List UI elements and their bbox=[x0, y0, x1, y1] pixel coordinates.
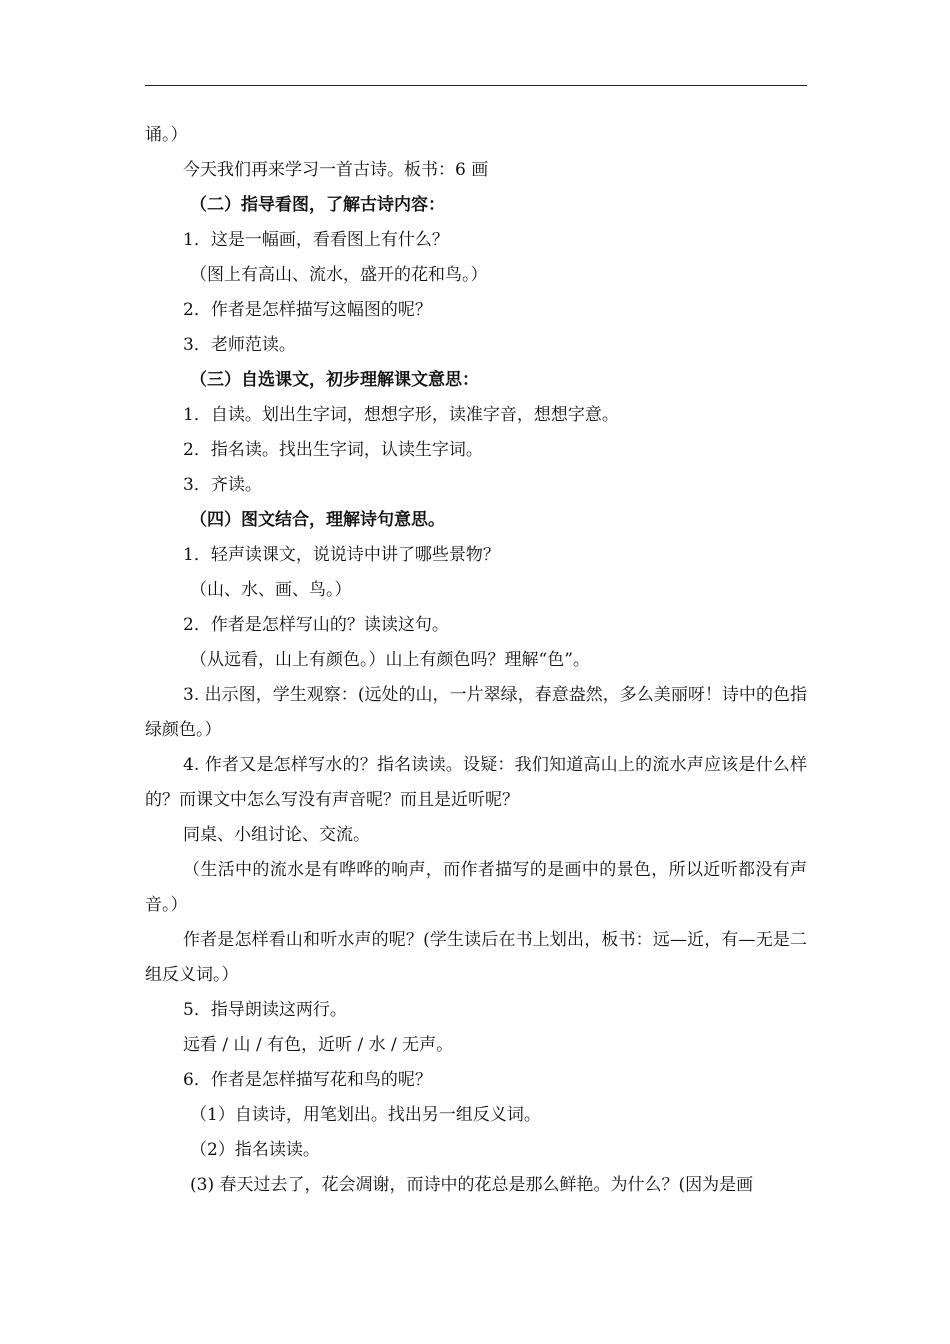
line-23: 远看 / 山 / 有色，近听 / 水 / 无声。 bbox=[183, 1035, 454, 1055]
paragraph-20: （生活中的流水是有哗哗的响声，而作者描写的是画中的景色，所以近听都没有声音。） bbox=[145, 860, 807, 915]
line-6: 2．作者是怎样描写这幅图的呢？ bbox=[183, 300, 432, 320]
line-1: 诵。） bbox=[145, 125, 188, 145]
paragraph-21: 作者是怎样看山和听水声的呢？(学生读后在书上划出，板书：远—近，有—无是二组反义词。） bbox=[145, 930, 807, 985]
line-13: 1．轻声读课文，说说诗中讲了哪些景物？ bbox=[183, 545, 500, 565]
section-heading-2: （二）指导看图，了解古诗内容： bbox=[190, 195, 445, 215]
line-10: 2．指名读。找出生字词，认读生字词。 bbox=[183, 440, 483, 460]
line-11: 3．齐读。 bbox=[183, 475, 262, 495]
line-14: （山、水、画、鸟。） bbox=[190, 580, 352, 600]
section-heading-3: （三）自选课文，初步理解课文意思： bbox=[190, 370, 479, 390]
line-27: (3) 春天过去了，花会凋谢，而诗中的花总是那么鲜艳。为什么？(因为是画 bbox=[190, 1175, 754, 1195]
line-24: 6．作者是怎样描写花和鸟的呢？ bbox=[183, 1070, 432, 1090]
document-body bbox=[145, 118, 807, 1203]
paragraph-18: 4. 作者又是怎样写水的？指名读读。设疑：我们知道高山上的流水声应该是什么样的？而课文中怎么写没有声音呢？而且是近听呢？ bbox=[145, 755, 807, 810]
line-15: 2．作者是怎样写山的？读读这句。 bbox=[183, 615, 449, 635]
line-25: （1）自读诗，用笔划出。找出另一组反义词。 bbox=[190, 1105, 541, 1125]
section-heading-4: （四）图文结合，理解诗句意思。 bbox=[190, 510, 445, 530]
line-5: （图上有高山、流水，盛开的花和鸟。） bbox=[190, 265, 488, 285]
line-2: 今天我们再来学习一首古诗。板书：6 画 bbox=[183, 160, 489, 180]
line-7: 3．老师范读。 bbox=[183, 335, 296, 355]
line-26: （2）指名读读。 bbox=[190, 1140, 320, 1160]
line-16: （从远看，山上有颜色。）山上有颜色吗？理解“色”。 bbox=[190, 650, 590, 670]
line-19: 同桌、小组讨论、交流。 bbox=[183, 825, 370, 845]
line-4: 1．这是一幅画，看看图上有什么？ bbox=[183, 230, 449, 250]
line-22: 5．指导朗读这两行。 bbox=[183, 1000, 347, 1020]
line-9: 1．自读。划出生字词，想想字形，读准字音，想想字意。 bbox=[183, 405, 619, 425]
paragraph-17: 3. 出示图，学生观察：(远处的山，一片翠绿，春意盎然，多么美丽呀！诗中的色指绿颜色。） bbox=[145, 685, 807, 740]
header-rule bbox=[145, 85, 807, 86]
